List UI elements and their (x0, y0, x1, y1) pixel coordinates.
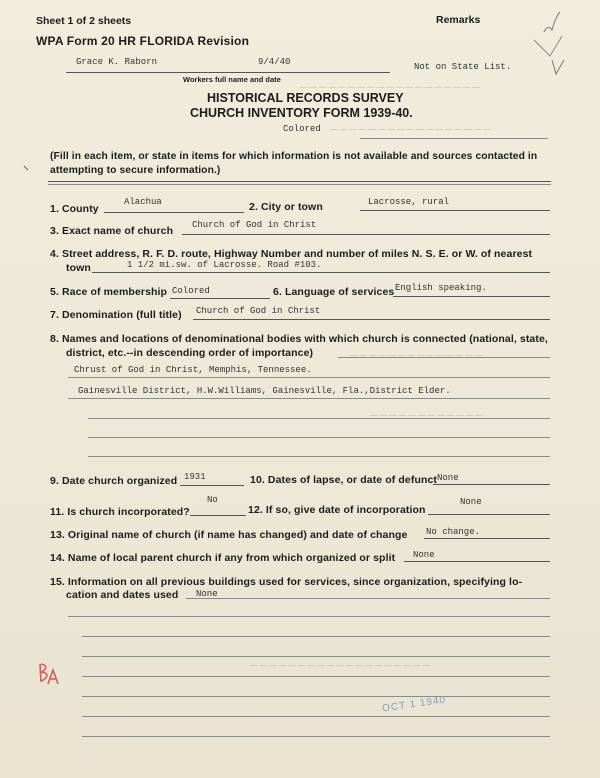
original-name-label: 13. Original name of church (if name has changed) and date of change (50, 529, 408, 541)
language-line (393, 296, 550, 297)
buildings-line-7 (82, 736, 550, 737)
received-stamp: OCT 1 1940 (381, 694, 447, 715)
organized-value: 1931 (184, 472, 206, 482)
denomination-label: 7. Denomination (full title) (50, 309, 182, 321)
not-on-state-list: Not on State List. (414, 62, 512, 72)
bodies-label: 8. Names and locations of denominational bodies with which church is connected (national, state, (50, 333, 548, 345)
church-name-line (182, 234, 550, 235)
buildings-line-5 (82, 696, 550, 697)
red-pencil-mark (34, 660, 62, 690)
remarks-heading: Remarks (436, 14, 481, 26)
denomination-line (193, 319, 550, 320)
bodies-line-3 (88, 418, 550, 419)
bodies-line-5 (88, 456, 550, 457)
sheet-count: Sheet 1 of 2 sheets (36, 15, 132, 27)
denomination-value: Church of God in Christ (196, 306, 321, 316)
bodies-value-2: Gainesville District, H.W.Williams, Gainesville, Fla.,District Elder. (78, 386, 451, 396)
buildings-line-3 (82, 656, 550, 657)
bodies-value-1: Chrust of God in Christ, Memphis, Tennessee. (74, 365, 312, 375)
county-line (104, 212, 244, 213)
colored-note: Colored (283, 124, 321, 134)
bodies-line-2 (68, 398, 550, 399)
language-value: English speaking. (395, 283, 487, 293)
street-value: 1 1/2 mi.sw. of Lacrosse. Road #103. (127, 260, 322, 270)
form-id: WPA Form 20 HR FLORIDA Revision (36, 34, 250, 48)
remarks-line (360, 138, 548, 139)
incorp-date-label: 12. If so, give date of incorporation (248, 504, 426, 516)
bodies-line-1 (68, 377, 550, 378)
city-line (360, 210, 550, 211)
worker-date: 9/4/40 (258, 57, 291, 67)
incorporated-value: No (207, 495, 218, 505)
bleed-through: — — — — — — — — — — — — — — (350, 350, 483, 359)
street-label: 4. Street address, R. F. D. route, Highway Number and number of miles N. S. E. or W. of nearest (50, 248, 533, 260)
organized-label: 9. Date church organized (50, 475, 178, 487)
bleed-through: — — — — — — — — — — — — (370, 410, 483, 419)
church-name-label: 3. Exact name of church (50, 225, 174, 237)
buildings-label-2: cation and dates used (66, 589, 179, 601)
incorp-date-value: None (460, 497, 482, 507)
lapse-line (433, 484, 550, 485)
worker-line (66, 72, 390, 73)
buildings-line-6 (82, 716, 550, 717)
pencil-check-marks (530, 2, 580, 82)
race-value: Colored (172, 286, 210, 296)
worker-caption: Workers full name and date (183, 75, 281, 84)
bleed-through: — — — — — — — — — — — — — — — — — (330, 124, 491, 133)
parent-church-label: 14. Name of local parent church if any from which organized or split (50, 552, 396, 564)
form-title: HISTORICAL RECORDS SURVEY (207, 91, 404, 105)
bodies-line-0 (338, 357, 550, 358)
buildings-line-0 (186, 598, 550, 599)
buildings-line-4 (82, 676, 550, 677)
incorporated-line (190, 515, 246, 516)
instructions: (Fill in each item, or state in items for which information is not available and sources contacted in attempting to secure information.) (50, 151, 538, 176)
incorp-date-line (428, 514, 550, 515)
bodies-line-4 (88, 437, 550, 438)
parent-church-value: None (413, 550, 435, 560)
county-label: 1. County (50, 203, 99, 215)
language-label: 6. Language of services (273, 286, 395, 298)
church-name-value: Church of God in Christ (192, 220, 317, 230)
organized-line (180, 485, 244, 486)
bleed-through: — — — — — — — — — — — — — — — — — — — (250, 660, 431, 669)
street-label-town: town (66, 262, 91, 274)
form-subtitle: CHURCH INVENTORY FORM 1939-40. (190, 106, 413, 120)
lapse-value: None (437, 473, 459, 483)
buildings-value: None (196, 589, 218, 599)
original-name-line (424, 538, 550, 539)
street-line (92, 272, 550, 273)
original-name-value: No change. (426, 527, 481, 537)
buildings-label: 15. Information on all previous buildings used for services, since organization, specifying lo- (50, 576, 523, 588)
instructions-rule-2 (48, 184, 551, 185)
bodies-label-2: district, etc.--in descending order of importance) (66, 347, 314, 359)
parent-church-line (404, 561, 550, 562)
city-label: 2. City or town (249, 201, 323, 213)
race-line (170, 298, 270, 299)
city-value: Lacrosse, rural (368, 197, 450, 207)
buildings-line-1 (68, 616, 550, 617)
race-label: 5. Race of membership (50, 286, 168, 298)
incorporated-label: 11. Is church incorporated? (50, 506, 190, 518)
instructions-rule (48, 181, 551, 182)
county-value: Alachua (124, 197, 162, 207)
lapse-label: 10. Dates of lapse, or date of defunct (250, 474, 438, 486)
pencil-dot-mark (20, 160, 34, 180)
bleed-through: — — — — — — — — — — — — — — — — — — — (300, 82, 481, 91)
buildings-line-2 (82, 636, 550, 637)
worker-name: Grace K. Raborn (76, 57, 158, 67)
